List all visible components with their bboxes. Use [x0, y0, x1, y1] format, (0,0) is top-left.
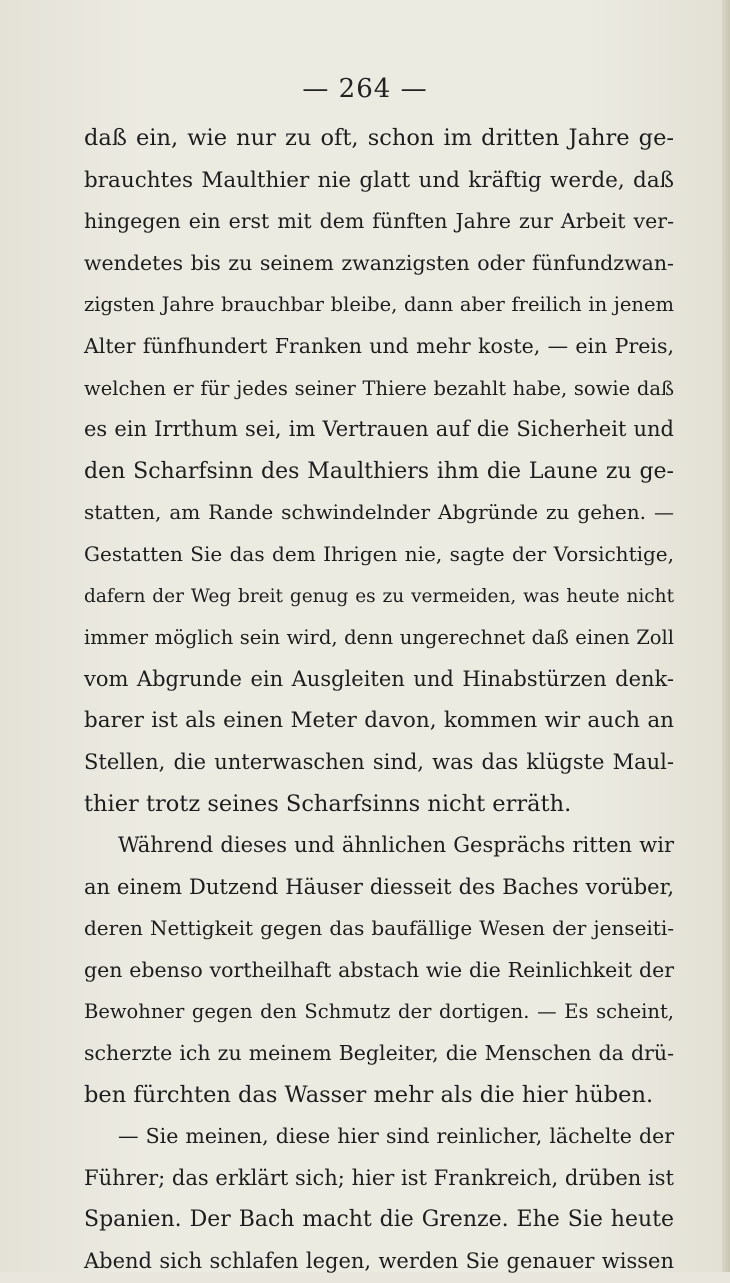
- page-number: — 264 —: [302, 74, 428, 104]
- text-line: Gestatten Sie das dem Ihrigen nie, sagte der Vorsichtige,: [84, 541, 674, 566]
- text-line: deren Nettigkeit gegen das baufällige Wesen der jenseiti-: [84, 916, 674, 941]
- page-edge: [722, 0, 730, 1272]
- text-line: wendetes bis zu seinem zwanzigsten oder fünfundzwan-: [84, 250, 674, 275]
- text-line: an einem Dutzend Häuser diesseit des Baches vorüber,: [84, 874, 674, 899]
- text-line: es ein Irrthum sei, im Vertrauen auf die Sicherheit und: [84, 417, 674, 442]
- text-line: Stellen, die unterwaschen sind, was das klügste Maul-: [84, 749, 674, 774]
- body-text: [84, 118, 674, 1283]
- text-line: — Sie meinen, diese hier sind reinlicher, lächelte der: [118, 1124, 674, 1149]
- text-line: daß ein, wie nur zu oft, schon im dritten Jahre ge-: [84, 125, 674, 151]
- text-line: vom Abgrunde ein Ausgleiten und Hinabstürzen denk-: [84, 666, 674, 691]
- text-line: scherzte ich zu meinem Begleiter, die Menschen da drü-: [84, 1041, 674, 1066]
- text-line: Alter fünfhundert Franken und mehr koste, — ein Preis,: [84, 333, 674, 358]
- text-line: hingegen ein erst mit dem fünften Jahre zur Arbeit ver-: [84, 209, 674, 234]
- text-line: Spanien. Der Bach macht die Grenze. Ehe Sie heute: [84, 1207, 674, 1233]
- text-line: barer ist als einen Meter davon, kommen wir auch an: [84, 708, 674, 734]
- text-line: Bewohner gegen den Schmutz der dortigen. — Es scheint,: [84, 1000, 674, 1024]
- text-line: immer möglich sein wird, denn ungerechnet daß einen Zoll: [84, 626, 674, 650]
- text-line: dafern der Weg breit genug es zu vermeiden, was heute nicht: [84, 585, 674, 607]
- text-line: Führer; das erklärt sich; hier ist Frankreich, drüben ist: [84, 1165, 674, 1190]
- text-line: brauchtes Maulthier nie glatt und kräftig werde, daß: [84, 167, 674, 193]
- text-line: Abend sich schlafen legen, werden Sie genauer wissen: [84, 1249, 674, 1274]
- text-line: statten, am Rande schwindelnder Abgründe zu gehen. —: [84, 500, 674, 525]
- text-line: ben fürchten das Wasser mehr als die hier hüben.: [84, 1081, 654, 1108]
- text-line: zigsten Jahre brauchbar bleibe, dann aber freilich in jenem: [84, 293, 674, 317]
- text-line: Während dieses und ähnlichen Gesprächs ritten wir: [118, 833, 674, 858]
- text-line: den Scharfsinn des Maulthiers ihm die Laune zu ge-: [84, 458, 674, 484]
- text-line: thier trotz seines Scharfsinns nicht erräth.: [84, 790, 572, 817]
- text-line: gen ebenso vortheilhaft abstach wie die Reinlichkeit der: [84, 957, 674, 982]
- text-line: welchen er für jedes seiner Thiere bezahlt habe, sowie daß: [84, 376, 674, 400]
